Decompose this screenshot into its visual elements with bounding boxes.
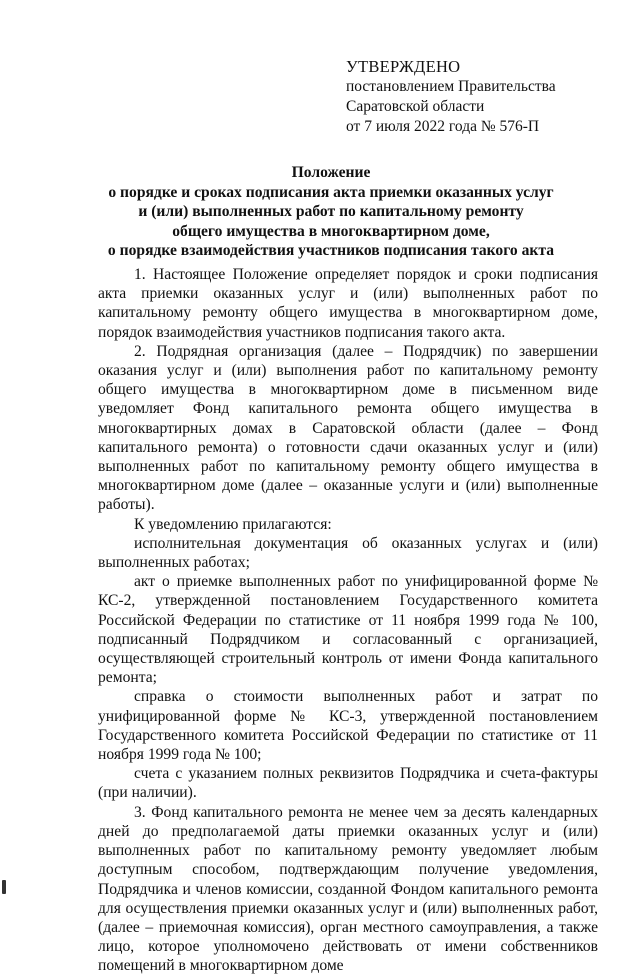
approval-line-2: Саратовской области bbox=[346, 98, 485, 115]
title-line-4: общего имущества в многоквартирном доме, bbox=[172, 222, 490, 240]
title-line-1: Положение bbox=[291, 164, 371, 181]
attachment-item-2: акт о приемке выполненных работ по унифицированной форме № КС-2, утвержденной постановлением Государственного комитета Российской Федерации по статистике от 11 ноября 1999 года № 100, подписанный Подрядчиком и согласованный с организацией, осуществляющей строительный контроль от имени Фонда капитального ремонта; bbox=[98, 573, 598, 687]
paragraph-3: 3. Фонд капитального ремонта не менее чем за десять календарных дней до предполагаемой даты приемки оказанных услуг и (или) выполненных работ по капитальному ремонту уведомляет любым доступным способом, подтверждающим получение уведомления, Подрядчика и членов комиссии, созданной Фондом капитального ремонта для осуществления приемки оказанных услуг и (или) выполненных работ, (далее – приемочная комиссия), орган местного самоуправления, а также лицо, которое уполномочено действовать от имени собственников помещений в многоквартирном доме bbox=[98, 803, 598, 975]
attachments-intro: К уведомлению прилагаются: bbox=[134, 515, 332, 533]
attachment-item-1: исполнительная документация об оказанных услугах и (или) выполненных работах; bbox=[98, 534, 598, 572]
attachment-item-3: справка о стоимости выполненных работ и затрат по унифицированной форме № КС-3, утвержденной постановлением Государственного комитета Российской Федерации по статистике от 11 ноября 1999 года № 100; bbox=[98, 688, 598, 764]
scan-edge-mark bbox=[2, 880, 6, 894]
paragraph-2: 2. Подрядная организация (далее – Подрядчик) по завершении оказания услуг и (или) выполнения работ по капитальному ремонту общего имущества в многоквартирном доме в письменном виде уведомляет Фонд капитального ремонта общего имущества в многоквартирных домах в Саратовской области (далее – Фонд капитального ремонта) о готовности сдачи оказанных услуг и (или) выполненных работ по капитальному ремонту общего имущества в многоквартирном доме (далее – оказанные услуги и (или) выполненные работы). bbox=[98, 342, 598, 514]
document-title bbox=[96, 163, 566, 261]
approval-line-1: постановлением Правительства bbox=[346, 78, 556, 95]
approval-heading: УТВЕРЖДЕНО bbox=[346, 57, 461, 76]
title-line-5: о порядке взаимодействия участников подписания такого акта bbox=[107, 242, 555, 259]
approval-line-3: от 7 июля 2022 года № 576-П bbox=[346, 118, 540, 135]
document-body bbox=[98, 265, 598, 976]
paragraph-1: 1. Настоящее Положение определяет порядок и сроки подписания акта приемки оказанных услуг и (или) выполненных работ по капитальному ремонту общего имущества в многоквартирном доме, порядок взаимодействия участников подписания такого акта. bbox=[98, 266, 598, 341]
attachment-item-4: счета с указанием полных реквизитов Подрядчика и счета-фактуры (при наличии). bbox=[98, 765, 598, 802]
title-line-3: и (или) выполненных работ по капитальному ремонту bbox=[138, 203, 524, 220]
title-line-2: о порядке и сроках подписания акта приемки оказанных услуг bbox=[108, 183, 554, 201]
approval-block bbox=[346, 57, 616, 137]
